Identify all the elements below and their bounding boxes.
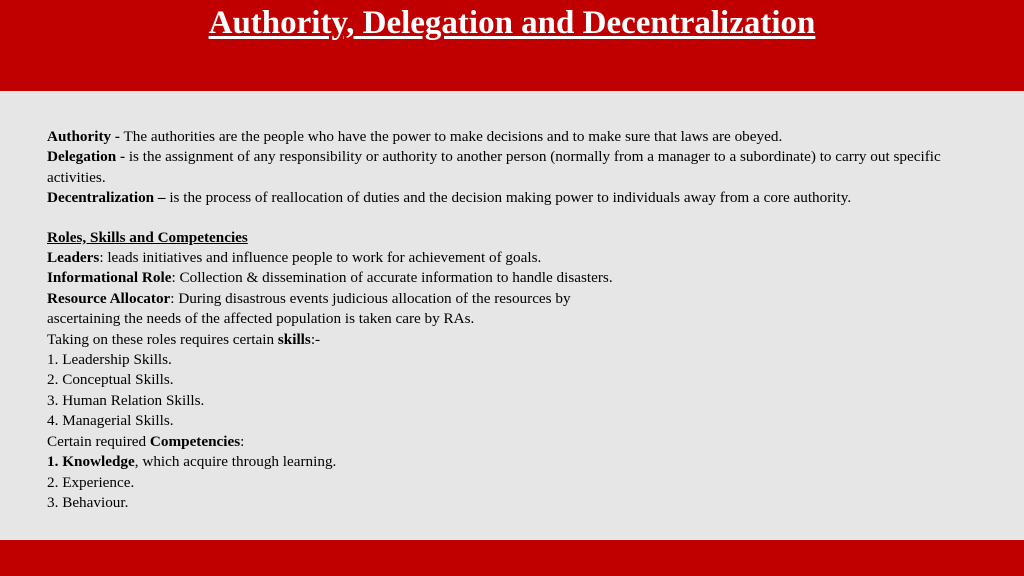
authority-term: Authority - <box>47 128 120 145</box>
skills-intro <box>47 330 987 350</box>
decentralization-text: is the process of reallocation of duties and the decision making power to individuals away from a core authority. <box>165 189 852 207</box>
knowledge-text: , which acquire through learning. <box>134 453 337 471</box>
skills-intro-text: Taking on these roles requires certain <box>47 330 278 348</box>
resource-allocator-text: : During disastrous events judicious allocation of the resources by <box>170 289 571 307</box>
page-title: Authority, Delegation and Decentralization <box>208 5 816 41</box>
informational-role-item <box>47 268 987 288</box>
leaders-item <box>47 248 987 268</box>
header-bar <box>0 0 1024 91</box>
skills-word: skills <box>277 330 311 348</box>
competencies-intro-text: Certain required <box>47 432 150 450</box>
roles-heading <box>47 228 987 248</box>
slide-content <box>47 127 987 513</box>
roles-heading-text: Roles, Skills and Competencies <box>47 228 248 246</box>
competencies-intro-suffix: : <box>240 432 245 450</box>
delegation-definition <box>47 147 987 188</box>
decentralization-term: Decentralization – <box>47 189 166 207</box>
skills-intro-suffix: :- <box>310 330 321 348</box>
competencies-intro <box>47 432 987 452</box>
knowledge-term: 1. Knowledge <box>47 453 135 471</box>
skill-item: 1. Leadership Skills. <box>47 351 172 369</box>
resource-allocator-item-cont: ascertaining the needs of the affected population is taken care by RAs. <box>47 310 475 328</box>
competency-item: 3. Behaviour. <box>47 493 129 511</box>
leaders-term: Leaders <box>47 249 100 267</box>
competencies-word: Competencies <box>149 432 241 450</box>
authority-text: The authorities are the people who have the power to make decisions and to make sure that laws are obeyed. <box>119 128 783 145</box>
skill-item: 4. Managerial Skills. <box>47 412 174 430</box>
informational-role-text: : Collection & dissemination of accurate information to handle disasters. <box>171 269 613 287</box>
skill-item: 3. Human Relation Skills. <box>47 391 205 409</box>
leaders-text: : leads initiatives and influence people to work for achievement of goals. <box>99 249 542 267</box>
decentralization-definition <box>47 188 987 208</box>
competency-item <box>47 452 987 472</box>
informational-role-term: Informational Role <box>47 269 172 287</box>
delegation-term: Delegation - <box>47 148 126 166</box>
competency-item: 2. Experience. <box>47 473 135 491</box>
footer-bar <box>0 540 1024 576</box>
delegation-text: is the assignment of any responsibility or authority to another person (normally from a manager to a subordinate) to carry out specific activities. <box>47 148 941 186</box>
skill-item: 2. Conceptual Skills. <box>47 371 174 389</box>
resource-allocator-item <box>47 289 987 309</box>
resource-allocator-term: Resource Allocator <box>47 289 171 307</box>
authority-definition <box>47 127 987 147</box>
